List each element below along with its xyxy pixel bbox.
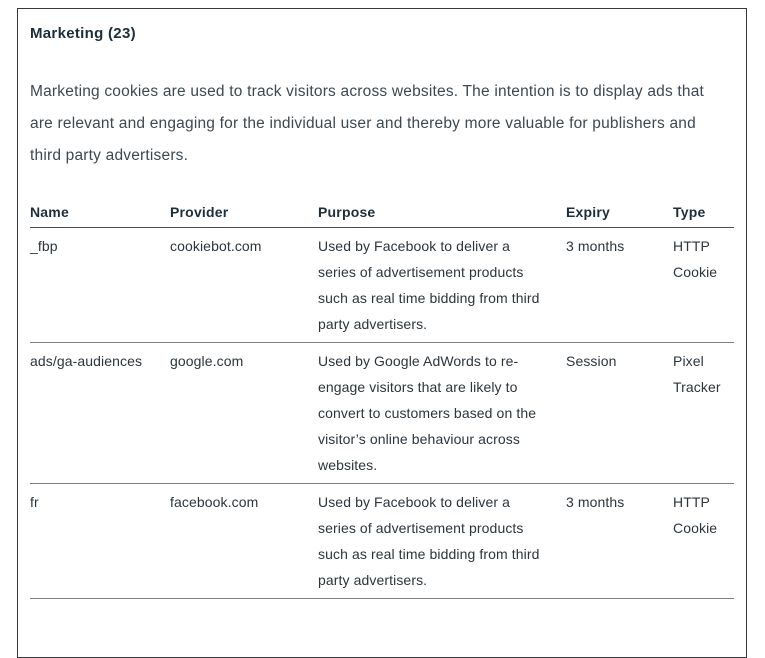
- marketing-cookies-panel: [17, 8, 747, 658]
- cell-cookie-purpose: Used by Google AdWords to re-engage visitors that are likely to convert to customers based on the visitor’s online behaviour across websites.: [318, 343, 566, 484]
- cell-cookie-expiry: 3 months: [566, 228, 673, 343]
- cell-cookie-type: HTTP Cookie: [673, 228, 734, 343]
- cell-cookie-expiry: Session: [566, 343, 673, 484]
- column-header-purpose: Purpose: [318, 200, 566, 228]
- cell-cookie-name: _fbp: [30, 228, 170, 343]
- cell-cookie-purpose: Used by Facebook to deliver a series of advertisement products such as real time bidding from third party advertisers.: [318, 484, 566, 599]
- section-title: Marketing (23): [30, 25, 136, 42]
- cell-cookie-provider: cookiebot.com: [170, 228, 318, 343]
- column-header-name: Name: [30, 200, 170, 228]
- table-row: [30, 484, 734, 599]
- table-row: [30, 228, 734, 343]
- cell-cookie-name: ads/ga-audiences: [30, 343, 170, 484]
- section-description: Marketing cookies are used to track visitors across websites. The intention is to display ads that are relevant and engaging for the individual user and thereby more valuable for publishers and third party advertisers.: [30, 83, 705, 164]
- cell-cookie-purpose: Used by Facebook to deliver a series of advertisement products such as real time bidding from third party advertisers.: [318, 228, 566, 343]
- cell-cookie-name: fr: [30, 484, 170, 599]
- cell-cookie-provider: google.com: [170, 343, 318, 484]
- column-header-expiry: Expiry: [566, 200, 673, 228]
- cell-cookie-type: Pixel Tracker: [673, 343, 734, 484]
- cell-cookie-type: HTTP Cookie: [673, 484, 734, 599]
- cell-cookie-expiry: 3 months: [566, 484, 673, 599]
- table-row: [30, 343, 734, 484]
- cookie-table: [30, 200, 734, 599]
- column-header-provider: Provider: [170, 200, 318, 228]
- table-header-row: [30, 200, 734, 228]
- column-header-type: Type: [673, 200, 734, 228]
- cell-cookie-provider: facebook.com: [170, 484, 318, 599]
